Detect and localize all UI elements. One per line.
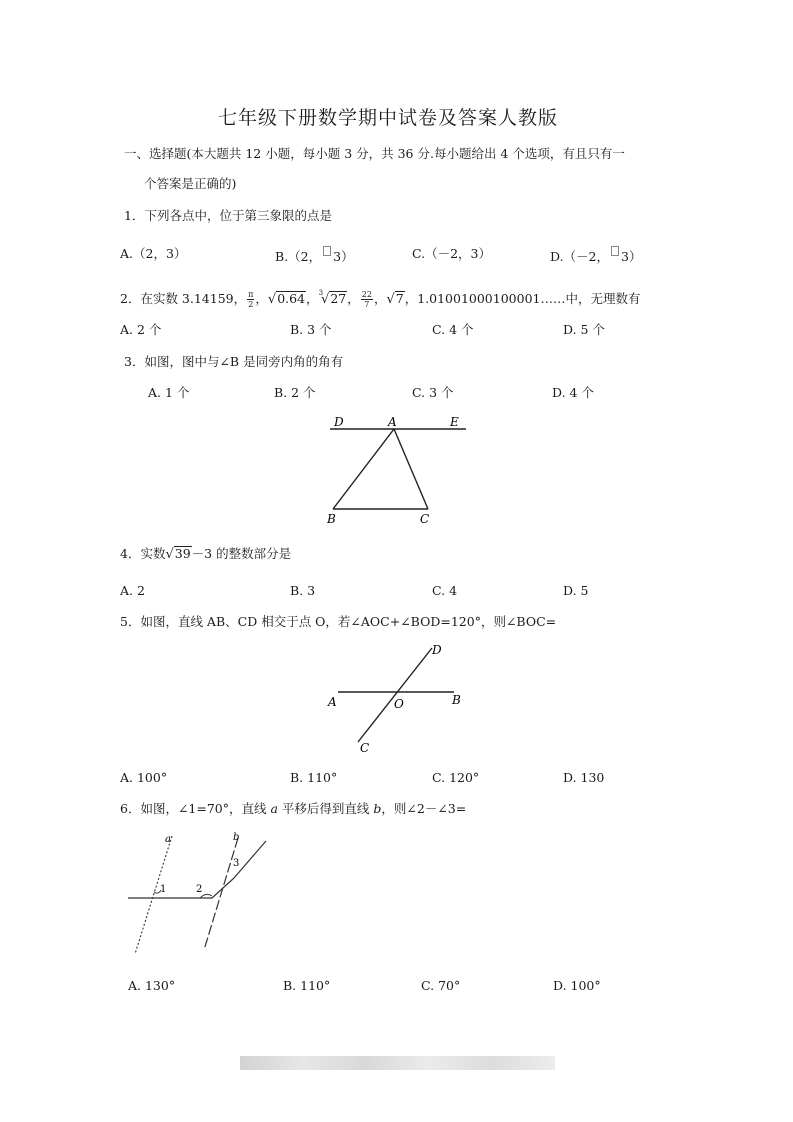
- frac-numerator: π: [248, 290, 254, 299]
- q6-option-b: B. 110°: [283, 978, 331, 993]
- footer-watermark: [240, 1056, 555, 1070]
- q2-option-a: A. 2 个: [120, 322, 162, 337]
- q1-option-c: C.（－2，3）: [412, 246, 491, 261]
- label-d: D: [432, 643, 442, 657]
- q1-option-d: [550, 246, 641, 265]
- frac-denominator: 2: [248, 300, 254, 309]
- label-a: a: [165, 834, 171, 845]
- q3-option-d: D. 4 个: [552, 385, 594, 400]
- q3-option-a: A. 1 个: [148, 385, 190, 400]
- separator: ，: [347, 291, 360, 306]
- line-cd: [358, 648, 432, 742]
- q1-option-b-head: B.（2，: [275, 249, 322, 264]
- label-o: O: [394, 697, 404, 711]
- 22-over-7-fraction: [361, 290, 373, 309]
- q1-option-b: [275, 246, 354, 265]
- q4-suffix: －3 的整数部分是: [191, 546, 292, 561]
- line-b: [204, 838, 238, 950]
- sqrt-7: 7: [395, 291, 404, 306]
- separator: ，: [373, 291, 387, 306]
- q2-prefix: 2．在实数 3.14159，: [120, 291, 247, 306]
- q6-stem: [120, 801, 466, 817]
- cube-root-index: 3: [318, 289, 324, 297]
- label-b: B: [452, 693, 461, 707]
- q4-option-d: D. 5: [563, 583, 589, 598]
- q6-stem-suffix: ，则∠2－∠3=: [381, 801, 467, 816]
- q4-option-a: A. 2: [120, 583, 145, 598]
- q2-option-b: B. 3 个: [290, 322, 332, 337]
- q4-stem: [120, 546, 291, 563]
- var-a: a: [270, 801, 278, 816]
- label-b: B: [327, 512, 336, 526]
- q4-option-b: B. 3: [290, 583, 316, 598]
- radical-sign: √: [267, 292, 277, 307]
- section-heading-cont: 个答案是正确的): [144, 176, 237, 191]
- separator: ，: [306, 291, 319, 306]
- label-e: E: [450, 415, 459, 429]
- q6-stem-prefix: 6．如图，∠1=70°，直线: [120, 801, 271, 816]
- q5-option-b: B. 110°: [290, 770, 338, 785]
- q6-stem-mid: 平移后得到直线: [277, 801, 374, 816]
- q6-option-a: A. 130°: [128, 978, 176, 993]
- label-3: 3: [233, 858, 240, 869]
- radical-sign: √: [321, 292, 330, 307]
- label-b: b: [233, 832, 240, 843]
- q2-option-c: C. 4 个: [432, 322, 474, 337]
- label-a: A: [328, 695, 337, 709]
- cbrt-27: 27: [330, 291, 347, 306]
- radical-sign: √: [165, 547, 174, 562]
- q2-suffix: ，1.01001000100001……中，无理数有: [404, 291, 641, 306]
- q3-option-b: B. 2 个: [274, 385, 316, 400]
- parallel-lines-figure: [120, 826, 280, 956]
- q6-option-d: D. 100°: [553, 978, 601, 993]
- sqrt-0-64: 0.64: [277, 291, 306, 306]
- label-2: 2: [196, 884, 203, 895]
- triangle-figure: [320, 410, 480, 530]
- q1-option-d-head: D.（－2，: [550, 249, 610, 264]
- q3-option-c: C. 3 个: [412, 385, 454, 400]
- q2-stem: [120, 285, 640, 309]
- pi-over-2-fraction: [247, 290, 254, 309]
- q5-option-a: A. 100°: [120, 770, 168, 785]
- label-d: D: [334, 415, 344, 429]
- missing-glyph-box: [323, 246, 331, 256]
- q5-option-c: C. 120°: [432, 770, 480, 785]
- label-a: A: [388, 415, 397, 429]
- q1-option-d-tail: 3）: [621, 249, 642, 264]
- side-ac: [394, 429, 428, 509]
- label-c: C: [420, 512, 430, 526]
- line-a: [135, 836, 172, 954]
- frac-denominator: 7: [364, 300, 370, 309]
- missing-glyph-box: [611, 246, 619, 256]
- section-heading: 一、选择题(本大题共 12 小题，每小题 3 分，共 36 分.每小题给出 4 个选项，有且只有一: [124, 146, 625, 161]
- q5-option-d: D. 130: [563, 770, 605, 785]
- q1-option-a: A.（2，3）: [120, 246, 187, 261]
- page-title: 七年级下册数学期中试卷及答案人教版: [218, 107, 559, 129]
- q6-option-c: C. 70°: [421, 978, 461, 993]
- q1-option-b-tail: 3）: [333, 249, 354, 264]
- separator: ，: [255, 291, 268, 306]
- radical-sign: √: [386, 292, 395, 307]
- frac-numerator: 22: [361, 290, 372, 299]
- label-1: 1: [160, 884, 167, 895]
- q4-prefix: 4．实数: [120, 546, 166, 561]
- side-ab: [333, 429, 394, 509]
- q5-stem: 5．如图，直线 AB、CD 相交于点 O，若∠AOC+∠BOD=120°，则∠BOC=: [120, 614, 557, 629]
- intersecting-lines-figure: [320, 636, 480, 758]
- var-b: b: [373, 801, 382, 816]
- q4-option-c: C. 4: [432, 583, 458, 598]
- sqrt-39: 39: [174, 546, 191, 561]
- q2-option-d: D. 5 个: [563, 322, 605, 337]
- q3-stem: 3．如图，图中与∠B 是同旁内角的角有: [124, 354, 344, 369]
- label-c: C: [360, 741, 370, 755]
- q1-stem: 1．下列各点中，位于第三象限的点是: [124, 208, 332, 223]
